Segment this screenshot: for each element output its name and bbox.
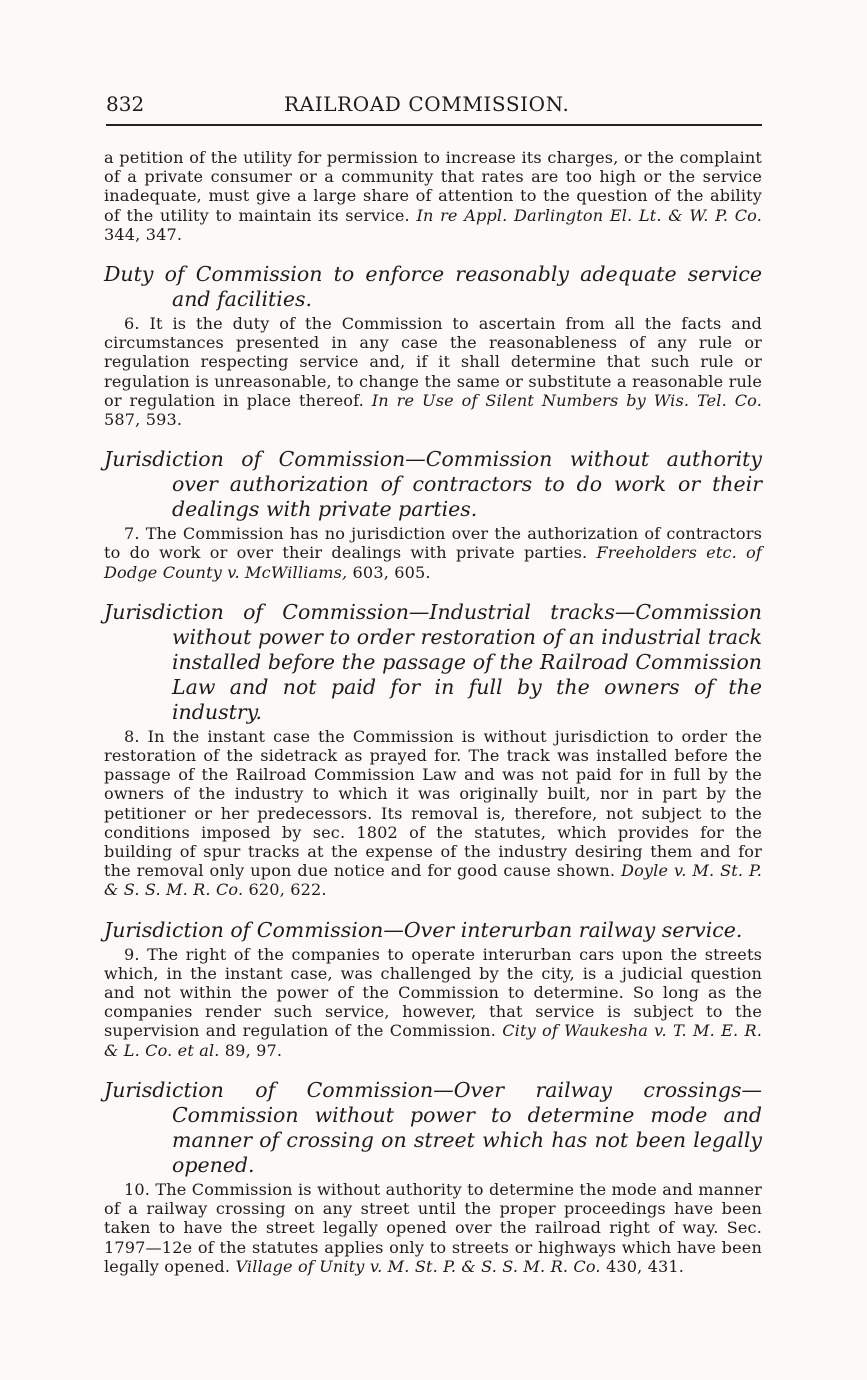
section-paragraph xyxy=(104,314,762,429)
intro-pages: 344, 347. xyxy=(104,224,183,244)
paragraph-text: 9. The right of the companies to operate interurban cars upon the streets which, in the instant case, was challenged by the city, is a judicial question and not within the power of the Commission to determine. So long as the companies render such service, however, that service is subject to the supervision and regulation of the Commission. xyxy=(104,944,762,1041)
section-8 xyxy=(104,600,762,900)
section-10 xyxy=(104,1078,762,1276)
case-pages: 603, 605. xyxy=(347,562,431,582)
intro-section xyxy=(104,148,762,244)
case-pages: 89, 97. xyxy=(219,1040,283,1060)
case-pages: 620, 622. xyxy=(243,880,327,900)
case-citation: Village of Unity v. M. St. P. & S. S. M. R. Co. xyxy=(235,1256,601,1276)
case-citation: Freeholders etc. of Dodge County v. McWilliams, xyxy=(104,543,762,582)
page-content xyxy=(104,148,762,1276)
case-citation: Doyle v. M. St. P. & S. S. M. R. Co. xyxy=(104,861,762,900)
paragraph-text: 8. In the instant case the Commission is without jurisdiction to order the restoration of the sidetrack as prayed for. The track was installed before the passage of the Railroad Commission Law and was not paid for in full by the owners of the industry to which it was originally built, nor in part by the petitioner or her predecessors. Its removal is, therefore, not subject to the conditions imposed by sec. 1802 of the statutes, which provides for the building of spur tracks at the expense of the industry desiring them and for the removal only upon due notice and for good cause shown. xyxy=(104,726,762,881)
paragraph-text: 6. It is the duty of the Commission to ascertain from all the facts and circumstances presented in any case the reasonableness of any rule or regulation respecting service and, if it shall determine that such rule or regulation is unreasonable, to change the same or substitute a reasonable rule or regulation in place thereof. xyxy=(104,314,762,410)
section-paragraph xyxy=(104,945,762,1060)
intro-paragraph xyxy=(104,148,762,244)
case-pages: 587, 593. xyxy=(104,410,183,430)
section-paragraph xyxy=(104,727,762,900)
section-7 xyxy=(104,447,762,582)
section-heading: Jurisdiction of Commission—Industrial tracks—Commission without power to order restoration of an industrial track installed before the passage of the Railroad Commission Law and not paid for in full by the owners of the industry. xyxy=(104,599,762,724)
case-citation: City of Waukesha v. T. M. E. R. & L. Co. et al. xyxy=(104,1021,762,1060)
page-header xyxy=(106,92,762,126)
intro-text: a petition of the utility for permission to increase its charges, or the complaint of a private consumer or a community that rates are too high or the service inadequate, must give a large share of attention to the question of the ability of the utility to maintain its service. xyxy=(104,148,762,225)
section-heading: Duty of Commission to enforce reasonably adequate service and facilities. xyxy=(104,262,762,312)
paragraph-text: 10. The Commission is without authority to determine the mode and manner of a railway crossing on any street until the proper proceedings have been taken to have the street legally opened over the railroad right of way. Sec. 1797—12e of the statutes applies only to streets or highways which have been legally opened. xyxy=(104,1179,762,1276)
section-heading: Jurisdiction of Commission—Over interurban railway service. xyxy=(104,917,743,942)
section-paragraph xyxy=(104,524,762,582)
section-9 xyxy=(104,918,762,1060)
intro-citation: In re Appl. Darlington El. Lt. & W. P. Co. xyxy=(416,205,762,225)
paragraph-text: 7. The Commission has no jurisdiction over the authorization of contractors to do work or over their dealings with private parties. xyxy=(104,524,762,563)
section-6 xyxy=(104,262,762,429)
page-number: 832 xyxy=(106,92,145,116)
section-heading: Jurisdiction of Commission—Over railway crossings—Commission without power to determine mode and manner of crossing on street which has not been legally opened. xyxy=(104,1077,762,1177)
case-pages: 430, 431. xyxy=(600,1256,685,1276)
running-title: RAILROAD COMMISSION. xyxy=(284,92,570,116)
case-citation: In re Use of Silent Numbers by Wis. Tel. Co. xyxy=(371,390,762,410)
section-heading: Jurisdiction of Commission—Commission without authority over authorization of contractors to do work or their dealings with private parties. xyxy=(104,447,762,522)
section-paragraph xyxy=(104,1180,762,1276)
